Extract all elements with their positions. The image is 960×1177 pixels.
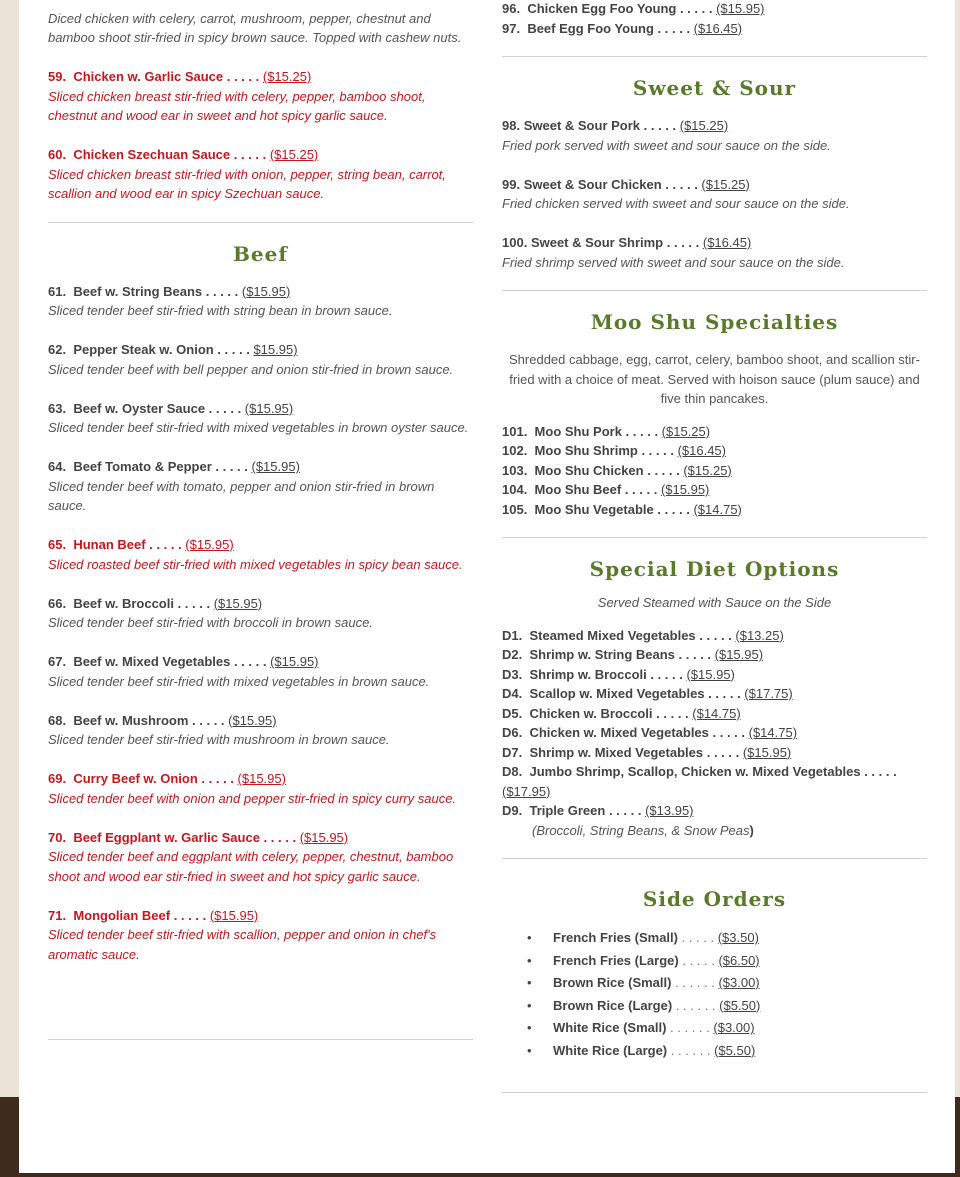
- item-price[interactable]: ($15.95): [714, 647, 764, 662]
- item-price[interactable]: ($3.00): [713, 1020, 755, 1035]
- item-price[interactable]: ($13.95): [645, 803, 694, 818]
- item-price[interactable]: ($16.45): [677, 443, 726, 458]
- item-dots: . . . . .: [170, 907, 210, 923]
- item-number: D8.: [502, 764, 523, 779]
- item-dots: . . . . .: [643, 462, 684, 478]
- menu-item-102[interactable]: [502, 441, 927, 461]
- item-dots: . . . . .: [663, 235, 703, 250]
- menu-item-104[interactable]: [502, 480, 927, 500]
- item-description: Sliced chicken breast stir-fried with celery, pepper, bamboo shoot, chestnut and wood ear in sweet and hot spicy garlic sauce.: [48, 88, 426, 123]
- item-description: Fried pork served with sweet and sour sauce on the side.: [502, 137, 831, 153]
- menu-item-99[interactable]: [502, 175, 927, 214]
- beef-list: [48, 282, 473, 965]
- item-price[interactable]: ($5.50): [719, 997, 761, 1013]
- item-price[interactable]: ($15.95): [209, 907, 259, 923]
- section-title-beef: Beef: [233, 241, 288, 266]
- menu-item-d4[interactable]: [502, 684, 927, 704]
- item-number: 97.: [502, 20, 521, 36]
- item-name: Moo Shu Pork: [534, 423, 622, 439]
- menu-item-96[interactable]: [502, 0, 927, 19]
- item-number: 104.: [502, 482, 528, 497]
- item-name: Steamed Mixed Vegetables: [529, 627, 696, 643]
- item-dots: . . . . .: [211, 459, 252, 474]
- item-description: Fried chicken served with sweet and sour sauce on the side.: [502, 196, 850, 211]
- item-price[interactable]: ($16.45): [693, 20, 743, 36]
- item-description: Sliced tender beef stir-fried with mixed vegetables in brown sauce.: [48, 673, 430, 689]
- item-name: Shrimp w. Mixed Vegetables: [529, 744, 704, 760]
- item-dots: . . . . .: [205, 400, 245, 416]
- item-number: D1.: [502, 627, 523, 643]
- section-intro: Shredded cabbage, egg, carrot, celery, bamboo shoot, and scallion stir-fried with a choice of meat. Served with hoison sauce (plum sauce) and five thin pancakes.: [509, 352, 920, 406]
- item-price[interactable]: $15.95): [253, 342, 298, 357]
- item-number: 70.: [48, 829, 67, 845]
- item-number: D6.: [502, 725, 523, 740]
- item-dots: . . . . .: [703, 744, 743, 760]
- item-description: Sliced tender beef stir-fried with mixed vegetables in brown oyster sauce.: [48, 420, 469, 435]
- section-divider: [502, 858, 927, 859]
- item-number: 99.: [502, 176, 521, 192]
- item-description: Diced chicken with celery, carrot, mushroom, pepper, chestnut and bamboo shoot stir-fried in spicy brown sauce. Topped with cashew nuts.: [48, 10, 462, 45]
- section-title-moo-shu: Moo Shu Specialties: [590, 310, 839, 334]
- item-price[interactable]: ($6.50): [718, 952, 760, 968]
- item-name: Chicken w. Mixed Vegetables: [529, 725, 709, 740]
- item-name: Beef Eggplant w. Garlic Sauce: [73, 829, 260, 845]
- menu-item-d9[interactable]: [502, 801, 927, 821]
- item-name: Beef w. String Beans: [73, 283, 203, 299]
- item-number: 62.: [48, 342, 67, 357]
- item-description: Sliced tender beef with bell pepper and onion stir-fried in brown sauce.: [48, 361, 454, 377]
- item-number: D9.: [502, 803, 523, 818]
- menu-item-d2[interactable]: [502, 645, 927, 665]
- item-name: Sweet & Sour Shrimp: [530, 235, 664, 250]
- item-dots: . . . . .: [197, 771, 238, 786]
- item-number: 101.: [502, 423, 528, 439]
- item-description: Fried shrimp served with sweet and sour sauce on the side.: [502, 254, 845, 270]
- item-name: French Fries (Small): [553, 930, 678, 945]
- bullet: •: [527, 1020, 532, 1035]
- item-dots: . . . . .: [695, 627, 736, 643]
- item-number: D2.: [502, 647, 523, 662]
- item-dots: . . . . .: [860, 764, 897, 779]
- item-name: Chicken Egg Foo Young: [527, 1, 677, 16]
- item-price[interactable]: ($15.95): [251, 459, 300, 474]
- item-number: D7.: [502, 744, 523, 760]
- section-title-special-diet: Special Diet Options: [589, 557, 840, 581]
- item-dots: . . . . .: [646, 666, 687, 682]
- item-name: Scallop w. Mixed Vegetables: [529, 686, 705, 701]
- bullet: •: [527, 997, 532, 1013]
- item-price[interactable]: ($15.95): [742, 744, 792, 760]
- item-dots: . . . . .: [621, 423, 662, 439]
- note-close: ): [749, 822, 754, 838]
- item-description: Sliced tender beef stir-fried with mushroom in brown sauce.: [48, 732, 390, 747]
- item-dots: . . . . .: [605, 803, 646, 818]
- item-dots: . . . . .: [708, 725, 749, 740]
- item-price[interactable]: ($15.25): [701, 176, 750, 192]
- item-price[interactable]: ($15.25): [269, 147, 319, 162]
- item-dots: . . . . .: [621, 482, 661, 497]
- menu-item-d5[interactable]: [502, 704, 927, 724]
- item-name: Moo Shu Beef: [534, 482, 622, 497]
- item-dots: . . . . .: [653, 20, 694, 36]
- item-number: 67.: [48, 654, 67, 669]
- item-dots: . . . . .: [677, 930, 718, 945]
- item-number: 59.: [48, 69, 67, 84]
- side-item-brown-rice-small[interactable]: [527, 972, 927, 995]
- item-price[interactable]: ($13.25): [735, 627, 784, 643]
- item-dots: . . . . . .: [667, 1042, 715, 1058]
- item-number: D5.: [502, 705, 523, 721]
- item-name: Beef w. Oyster Sauce: [73, 400, 206, 416]
- item-dots: . . . . .: [188, 712, 229, 728]
- item-price[interactable]: ($15.95): [244, 400, 294, 416]
- menu-item-d3[interactable]: [502, 665, 927, 685]
- item-dots: . . . . .: [637, 443, 678, 458]
- item-number: 61.: [48, 283, 67, 299]
- item-dots: . . . . .: [259, 829, 300, 845]
- menu-item-103[interactable]: [502, 461, 927, 481]
- menu-item-68[interactable]: [48, 711, 473, 750]
- item-name: Chicken Szechuan Sauce: [73, 147, 231, 162]
- item-name: Moo Shu Shrimp: [534, 443, 638, 458]
- item-name: Mongolian Beef: [73, 907, 171, 923]
- side-item-brown-rice-large[interactable]: [527, 995, 927, 1018]
- section-divider: [502, 537, 927, 538]
- item-description: Sliced chicken breast stir-fried with onion, pepper, string bean, carrot, scallion and wood ear in spicy Szechuan sauce.: [48, 166, 446, 201]
- side-item-french-fries-small[interactable]: [527, 927, 927, 950]
- item-dots: . . . . .: [661, 176, 702, 192]
- menu-item-64[interactable]: [48, 457, 473, 516]
- special-diet-list: [502, 626, 927, 841]
- item-name: Beef Tomato & Pepper: [73, 459, 212, 474]
- menu-item-d7[interactable]: [502, 743, 927, 763]
- item-dots: . . . . .: [674, 647, 715, 662]
- section-divider: [48, 1039, 473, 1040]
- item-price[interactable]: ($16.45): [702, 235, 752, 250]
- item-dots: . . . . .: [678, 952, 719, 968]
- menu-item-61[interactable]: [48, 282, 473, 321]
- menu-item-d1[interactable]: [502, 626, 927, 646]
- item-price[interactable]: ($15.95): [716, 1, 765, 16]
- menu-item-67[interactable]: [48, 652, 473, 691]
- item-price[interactable]: ($14.75): [692, 705, 741, 721]
- item-description: Sliced tender beef stir-fried with scallion, pepper and onion in chef's aromatic sauce.: [48, 927, 437, 962]
- item-number: 66.: [48, 595, 67, 611]
- item-number: 96.: [502, 1, 521, 16]
- item-name: Shrimp w. Broccoli: [529, 666, 647, 682]
- section-title-sweet-sour: Sweet & Sour: [632, 76, 797, 100]
- item-name: White Rice (Large): [553, 1042, 668, 1058]
- item-number: 100.: [502, 235, 528, 250]
- section-divider: [48, 222, 473, 223]
- item-number: 63.: [48, 400, 67, 416]
- menu-item-59[interactable]: [48, 67, 473, 126]
- bullet: •: [527, 975, 532, 990]
- item-number: 60.: [48, 147, 67, 162]
- item-name: Chicken w. Broccoli: [529, 705, 653, 721]
- item-description: Sliced tender beef stir-fried with string bean in brown sauce.: [48, 303, 393, 318]
- side-item-french-fries-large[interactable]: [527, 950, 927, 973]
- menu-item-100[interactable]: [502, 233, 927, 272]
- side-item-white-rice-large[interactable]: [527, 1040, 927, 1063]
- item-name: Brown Rice (Large): [553, 997, 673, 1013]
- item-price[interactable]: ($15.25): [262, 69, 312, 84]
- menu-item-62[interactable]: [48, 340, 473, 379]
- moo-shu-list: [502, 422, 927, 520]
- menu-item-66[interactable]: [48, 594, 473, 633]
- item-name: Sweet & Sour Chicken: [523, 176, 662, 192]
- item-number: 102.: [502, 443, 528, 458]
- item-price[interactable]: ($14.75): [693, 501, 742, 517]
- item-price[interactable]: ($5.50): [714, 1042, 756, 1058]
- item-description: Sliced tender beef with tomato, pepper and onion stir-fried in brown sauce.: [48, 478, 435, 513]
- item-number: D3.: [502, 666, 523, 682]
- item-number: 105.: [502, 501, 528, 517]
- item-name: Curry Beef w. Onion: [73, 771, 198, 786]
- menu-item-69[interactable]: [48, 769, 473, 808]
- item-name: Brown Rice (Small): [553, 975, 672, 990]
- item-number: 65.: [48, 537, 67, 552]
- menu-item-101[interactable]: [502, 422, 927, 442]
- menu-item-63[interactable]: [48, 399, 473, 438]
- item-name: Shrimp w. String Beans: [529, 647, 675, 662]
- item-price[interactable]: ($3.50): [717, 930, 759, 945]
- menu-item-d8[interactable]: [502, 762, 927, 801]
- item-dots: . . . . . .: [672, 997, 720, 1013]
- item-number: D4.: [502, 686, 523, 701]
- item-dots: . . . . .: [202, 283, 242, 299]
- menu-item-105[interactable]: [502, 500, 927, 520]
- menu-page: [19, 0, 955, 1173]
- item-dots: . . . . .: [173, 595, 214, 611]
- item-name: Triple Green: [529, 803, 606, 818]
- item-number: 71.: [48, 907, 67, 923]
- item-name: Jumbo Shrimp, Scallop, Chicken w. Mixed Vegetables: [529, 764, 861, 779]
- item-name: French Fries (Large): [553, 952, 679, 968]
- item-name: Moo Shu Vegetable: [534, 501, 654, 517]
- item-number: 69.: [48, 771, 67, 786]
- item-price[interactable]: ($15.95): [213, 595, 263, 611]
- section-divider: [502, 290, 927, 291]
- item-dots: . . . . .: [640, 118, 680, 133]
- item-price[interactable]: ($15.95): [299, 829, 349, 845]
- item-name: Pepper Steak w. Onion: [73, 342, 214, 357]
- side-orders-list: [502, 927, 927, 1062]
- menu-item-97[interactable]: [502, 19, 927, 39]
- item-number: 98.: [502, 118, 521, 133]
- item-name: Beef w. Mushroom: [73, 712, 189, 728]
- side-item-white-rice-small[interactable]: [527, 1017, 927, 1040]
- menu-item-98[interactable]: [502, 116, 927, 155]
- sweet-sour-list: [502, 116, 927, 272]
- bullet: •: [527, 1042, 532, 1058]
- section-divider: [502, 1092, 927, 1093]
- item-price[interactable]: ($15.95): [660, 482, 710, 497]
- right-column: [502, 0, 927, 1093]
- item-price[interactable]: ($14.75): [748, 725, 798, 740]
- item-price[interactable]: ($15.25): [679, 118, 729, 133]
- item-price[interactable]: ($3.00): [718, 975, 760, 990]
- item-number: 64.: [48, 459, 67, 474]
- item-name: White Rice (Small): [553, 1020, 667, 1035]
- item-price[interactable]: ($17.95): [502, 783, 551, 799]
- item-number: 68.: [48, 712, 67, 728]
- item-price[interactable]: ($15.25): [683, 462, 732, 478]
- item-price[interactable]: ($15.95): [237, 771, 286, 786]
- item-dots: . . . . .: [223, 69, 263, 84]
- item-dots: . . . . .: [213, 342, 254, 357]
- item-description: Sliced tender beef and eggplant with celery, pepper, chestnut, bamboo shoot and wood ear stir-fried in sweet and hot spicy garlic sauce.: [48, 849, 454, 884]
- item-name: Sweet & Sour Pork: [523, 118, 641, 133]
- left-column: [48, 0, 473, 1040]
- item-number: 103.: [502, 462, 528, 478]
- item-name: Moo Shu Chicken: [534, 462, 644, 478]
- item-name: Chicken w. Garlic Sauce: [73, 69, 224, 84]
- item-description: Sliced tender beef with onion and pepper stir-fried in spicy curry sauce.: [48, 790, 457, 806]
- section-title-side-orders: Side Orders: [642, 887, 787, 911]
- item-name: Beef Egg Foo Young: [527, 20, 654, 36]
- item-dots: . . . . .: [653, 501, 694, 517]
- item-name: Hunan Beef: [73, 537, 146, 552]
- item-description: Sliced roasted beef stir-fried with mixed vegetables in spicy bean sauce.: [48, 556, 463, 572]
- item-dots: . . . . .: [676, 1, 717, 16]
- menu-item-d6[interactable]: [502, 723, 927, 743]
- section-intro: Served Steamed with Sauce on the Side: [597, 595, 832, 610]
- section-divider: [502, 56, 927, 57]
- item-price[interactable]: ($15.25): [661, 423, 711, 439]
- menu-item-70[interactable]: [48, 828, 473, 887]
- menu-item-71[interactable]: [48, 906, 473, 965]
- item-price[interactable]: ($15.95): [241, 283, 291, 299]
- item-price[interactable]: ($15.95): [228, 712, 277, 728]
- item-dots: . . . . .: [145, 537, 186, 552]
- item-name: Beef w. Mixed Vegetables: [73, 654, 231, 669]
- bullet: •: [527, 952, 532, 968]
- item-price[interactable]: ($17.75): [744, 686, 793, 701]
- item-dots: . . . . .: [652, 705, 693, 721]
- item-dots: . . . . . .: [671, 975, 719, 990]
- item-description: Sliced tender beef stir-fried with broccoli in brown sauce.: [48, 615, 373, 630]
- bullet: •: [527, 930, 532, 945]
- item-dots: . . . . .: [704, 686, 745, 701]
- item-dots: . . . . .: [230, 654, 271, 669]
- menu-item-58-tail: [48, 0, 473, 48]
- note-text: (Broccoli, String Beans, & Snow Peas: [532, 822, 750, 838]
- triple-green-note: [502, 821, 927, 841]
- menu-item-60[interactable]: [48, 145, 473, 204]
- item-price[interactable]: ($15.95): [270, 654, 319, 669]
- item-dots: . . . . .: [230, 147, 270, 162]
- item-dots: . . . . . .: [666, 1020, 714, 1035]
- item-price[interactable]: ($15.95): [686, 666, 735, 682]
- item-name: Beef w. Broccoli: [73, 595, 174, 611]
- menu-item-65[interactable]: [48, 535, 473, 574]
- item-price[interactable]: ($15.95): [185, 537, 234, 552]
